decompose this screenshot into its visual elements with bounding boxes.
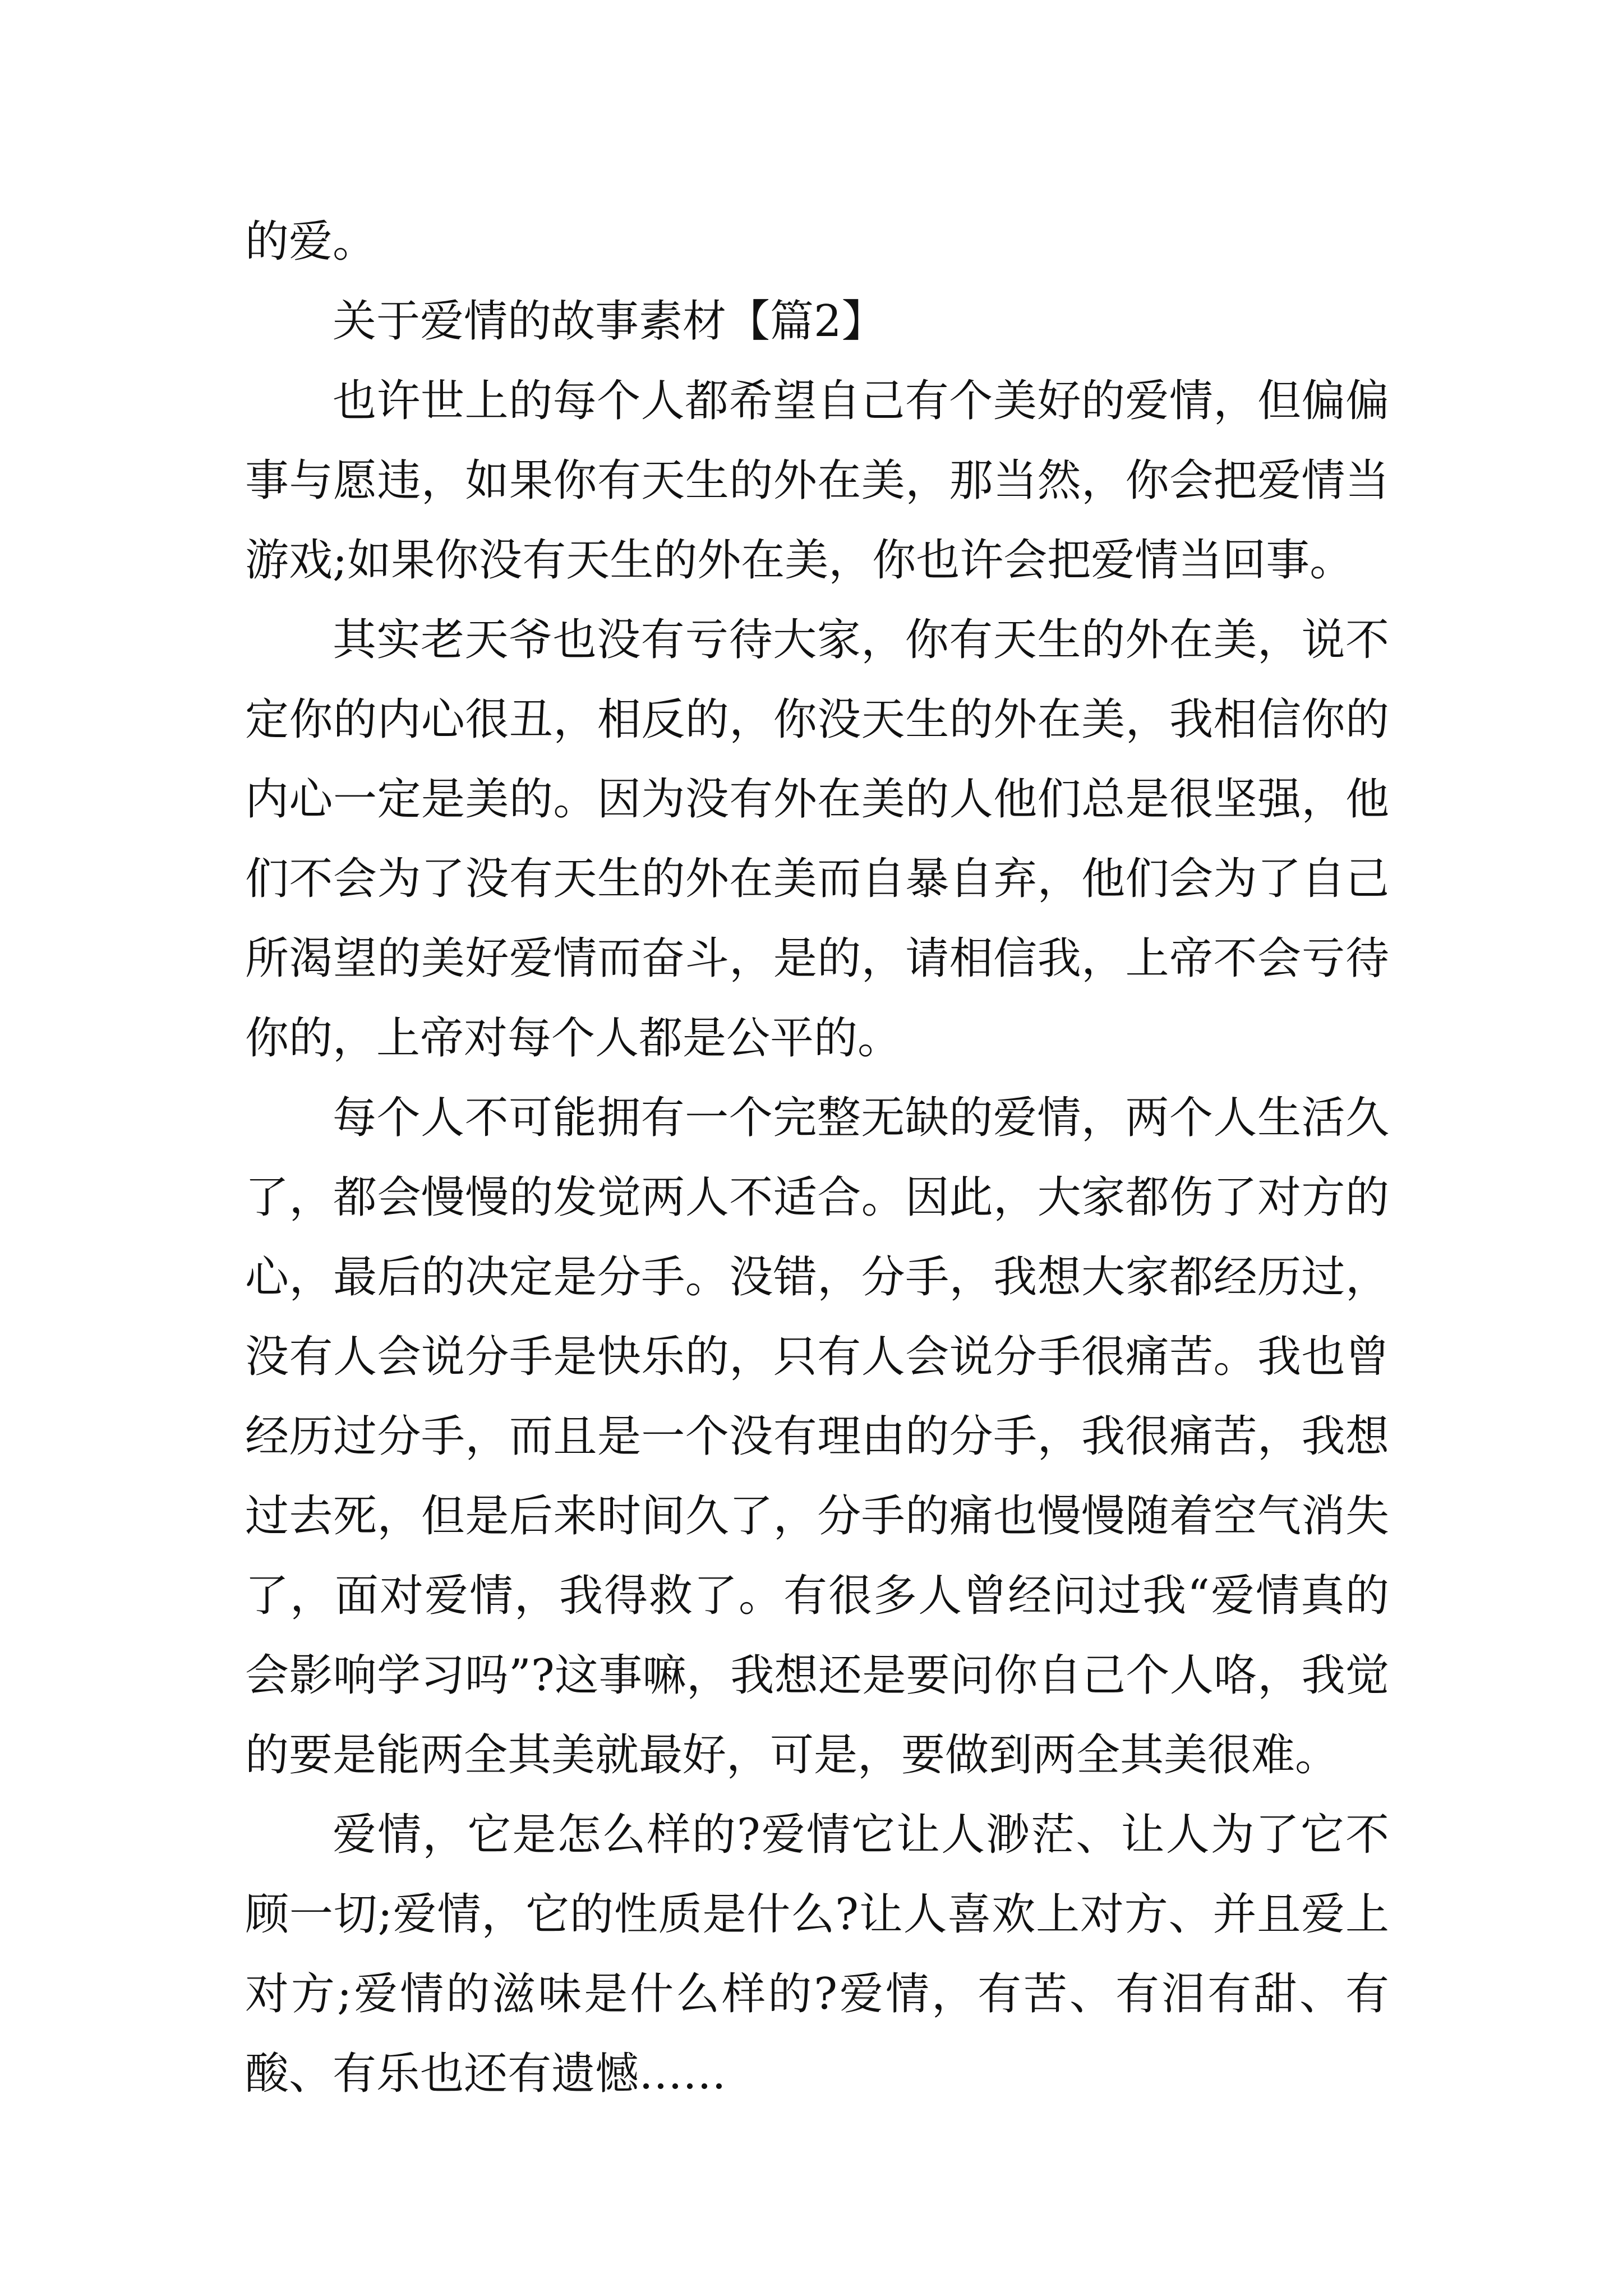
paragraph: 也许世上的每个人都希望自己有个美好的爱情，但偏偏事与愿违，如果你有天生的外在美，那当然，你会把爱情当游戏;如果你没有天生的外在美，你也许会把爱情当回事。	[245, 376, 1389, 586]
paragraph: 每个人不可能拥有一个完整无缺的爱情，两个人生活久了，都会慢慢的发觉两人不适合。因此，大家都伤了对方的心，最后的决定是分手。没错，分手，我想大家都经历过，没有人会说分手是快乐的，只有人会说分手很痛苦。我也曾经历过分手，而且是一个没有理由的分手，我很痛苦，我想过去死，但是后来时间久了，分手的痛也慢慢随着空气消失了，面对爱情，我得救了。有很多人曾经问过我“爱情真的会影响学习吗”?这事嘛，我想还是要问你自己个人咯，我觉的要是能两全其美就最好，可是，要做到两全其美很难。	[245, 1093, 1389, 1780]
section-heading: 关于爱情的故事素材【篇2】	[333, 296, 886, 347]
paragraph: 其实老天爷也没有亏待大家，你有天生的外在美，说不定你的内心很丑，相反的，你没天生的外在美，我相信你的内心一定是美的。因为没有外在美的人他们总是很坚强，他们不会为了没有天生的外在美而自暴自弃，他们会为了自己所渴望的美好爱情而奋斗，是的，请相信我，上帝不会亏待你的，上帝对每个人都是公平的。	[245, 615, 1389, 1064]
document-body	[245, 202, 1389, 2114]
paragraph: 爱情，它是怎么样的?爱情它让人渺茫、让人为了它不顾一切;爱情，它的性质是什么?让人喜欢上对方、并且爱上对方;爱情的滋味是什么样的?爱情，有苦、有泪有甜、有酸、有乐也还有遗憾……	[245, 1810, 1389, 2099]
paragraph-continuation: 的爱。	[245, 217, 377, 267]
